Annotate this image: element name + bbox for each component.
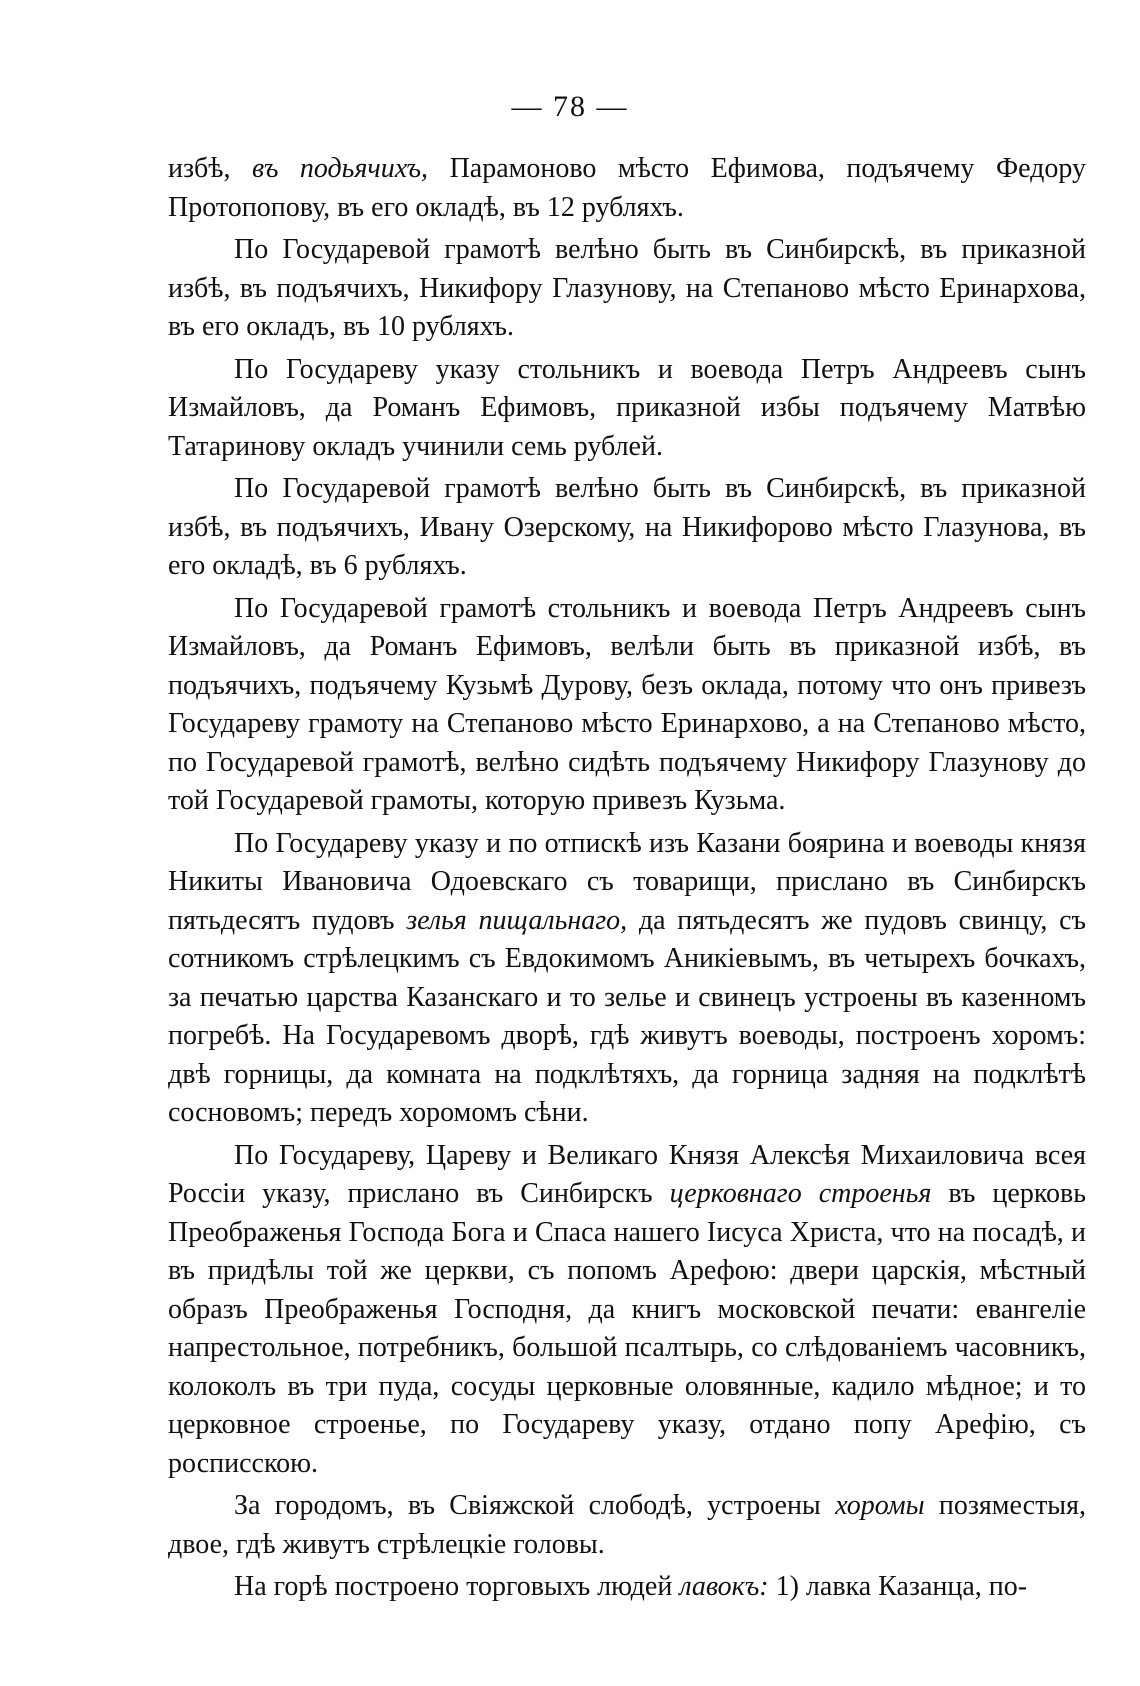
text-run: За городомъ, въ Свіяжской слободѣ, устроены [234,1490,836,1521]
body-text [168,150,1086,1607]
page-number: — 78 — [511,90,629,123]
text-run: По Государевой грамотѣ стольникъ и воевода Петръ Андреевъ сынъ Измайловъ, да Романъ Ефимовъ, велѣли быть въ приказной избѣ, въ подъячихъ, подъячему Кузьмѣ Дурову, безъ оклада, потому что онъ привезъ Государеву грамоту на Степаново мѣсто Еринархово, а на Степаново мѣсто, по Государевой грамотѣ, велѣно сидѣть подъячему Никифору Глазунову до той Государевой грамоты, которую привезъ Кузьма. [168,592,1086,816]
paragraph-4 [168,470,1086,586]
paragraph-1 [168,150,1086,227]
text-run: По Государеву указу стольникъ и воевода Петръ Андреевъ сынъ Измайловъ, да Романъ Ефимовъ, приказной избы подъячему Матвѣю Татаринову окладъ учинили семь рублей. [168,353,1086,462]
paragraph-5 [168,590,1086,821]
italic-term: церковнаго строенья [669,1178,932,1209]
paragraph-3 [168,351,1086,467]
paragraph-7 [168,1137,1086,1484]
paragraph-6 [168,825,1086,1133]
text-run: избѣ, [168,153,253,184]
text-run: да пятьдесятъ же пудовъ свинцу, съ сотникомъ стрѣлецкимъ съ Евдокимомъ Аникіевымъ, въ четырехъ бочкахъ, за печатью царства Казанскаго и то зелье и свинецъ устроены въ казенномъ погребѣ. На Государевомъ дворѣ, гдѣ живутъ воеводы, построенъ хоромъ: двѣ горницы, да комната на подклѣтяхъ, да горница задняя на подклѣтѣ сосновомъ; передъ хоромомъ сѣни. [168,904,1086,1128]
text-run: По Государевой грамотѣ велѣно быть въ Синбирскѣ, въ приказной избѣ, въ подъячихъ, Ивану Озерскому, на Никифорово мѣсто Глазунова, въ его окладѣ, въ 6 рубляхъ. [168,473,1086,581]
text-run: По Государевой грамотѣ велѣно быть въ Синбирскѣ, въ приказной избѣ, въ подъячихъ, Никифору Глазунову, на Степаново мѣсто Еринархова, въ его окладъ, въ 10 рубляхъ. [168,234,1086,342]
paragraph-9 [168,1568,1086,1607]
text-run: въ церковь Преображенья Господа Бога и Спаса нашего Іисуса Христа, что на посадѣ, и въ придѣлы той же церкви, съ попомъ Арефою: двери царскія, мѣстный образъ Преображенья Господня, да книгъ московской печати: евангеліе напрестольное, потребникъ, большой псалтырь, со слѣдованіемъ часовникъ, колоколъ въ три пуда, сосуды церковные оловянные, кадило мѣдное; и то церковное строенье, по Государеву указу, отдано попу Арефію, съ росписскою. [168,1178,1086,1479]
italic-term: лавокъ: [679,1571,769,1602]
italic-term: зелья пищальнаго, [406,904,628,936]
text-run: 1) лавка Казанца, по- [768,1571,1028,1602]
text-run: По Государеву, Цареву и Великаго Князя Алексѣя Михаиловича всея Россіи указу, прислано въ Синбирскъ [168,1139,1086,1209]
text-run: Парамоново мѣсто Ефимова, подъячему Федору Протопопову, въ его окладѣ, въ 12 рубляхъ. [168,153,1087,223]
paragraph-8 [168,1487,1086,1564]
italic-term: хоромы [835,1490,925,1521]
paragraph-2 [168,231,1086,347]
text-run: По Государеву указу и по отпискѣ изъ Казани боярина и воеводы князя Никиты Ивановича Одоевскаго съ товарищи, прислано въ Синбирскъ пятьдесятъ пудовъ [168,827,1086,936]
text-run: позяместыя, двое, гдѣ живутъ стрѣлецкіе головы. [168,1490,1086,1560]
text-run: На горѣ построено торговыхъ людей [234,1571,680,1602]
italic-term: въ подьячихъ, [252,153,429,184]
